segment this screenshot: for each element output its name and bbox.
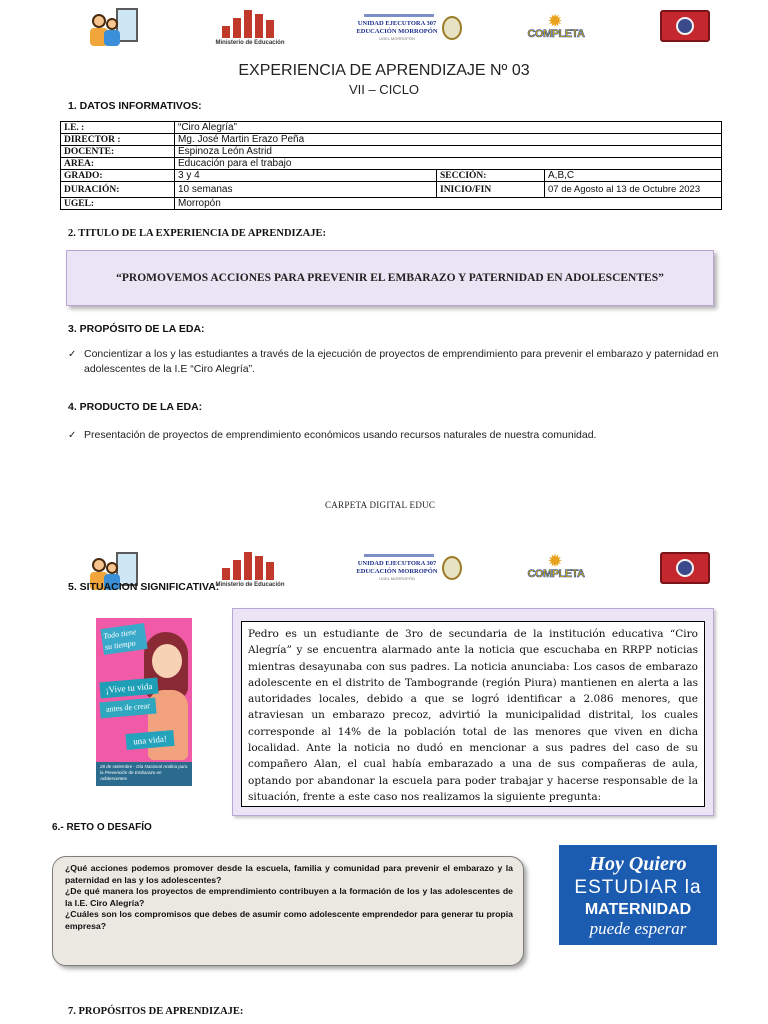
section-datos-informativos: 1. DATOS INFORMATIVOS: xyxy=(68,100,202,112)
situacion-box xyxy=(232,608,714,816)
reto-questions-box xyxy=(52,856,524,966)
check-icon: ✓ xyxy=(68,349,77,360)
section-producto: 4. PRODUCTO DE LA EDA: xyxy=(68,401,203,413)
jornada-completa-logo: ✹ COMPLETA xyxy=(527,11,585,40)
prevention-poster: Todo tiene su tiempo ¡Vive tu vida antes de crear una vida! 26 de setiembre - Día Nacional Andina para la Prevención de Embarazo en Adolescentes xyxy=(96,618,192,786)
jornada-completa-logo: ✹ COMPLETA xyxy=(527,551,585,580)
minedu-logo: Ministerio de Educación xyxy=(202,10,298,50)
students-logo xyxy=(86,8,152,48)
emblem-logo xyxy=(660,10,710,42)
situacion-text: Pedro es un estudiante de 3ro de secundaria de la institución educativa “Ciro Alegría” y se encuentra alarmado ante la noticia que escuchaba en RRPP noticias mientras desayunaba con sus padres. La noticia anunciaba: Los casos de embarazo adolescente en el distrito de Tambogrande (región Piura) mantienen en alerta a las autoridades locales, debido a que se logró identificar a 2.086 menores, que atraviesan un embarazo precoz, advirtió la municipalidad distrital, los cuales corresponde al 14% de la población total de las menores que viven en dicha localidad. Ante la noticia no dudó en mencionar a sus padres del caso de su compañero Alan, el cual había embarazado a una de sus compañeras de aula, optando por abandonar la escuela para poder trabajar y hacerse responsable de la situación, frente a este caso nos realizamos la siguiente pregunta: xyxy=(241,621,705,807)
reto-question: ¿Qué acciones podemos promover desde la escuela, familia y comunidad para prevenir el embarazo y la paternidad en las y los adolescentes? xyxy=(65,863,513,885)
table-row: UGEL: Morropón xyxy=(61,198,722,210)
experience-title-box xyxy=(66,250,714,306)
minedu-logo: Ministerio de Educación xyxy=(202,552,298,592)
hoy-quiero-estudiar-banner: Hoy Quiero ESTUDIAR la MATERNIDAD puede esperar xyxy=(559,845,717,945)
ugel-logo: UNIDAD EJECUTORA 307 EDUCACIÓN MORROPÓN UGEL MORROPÓN xyxy=(352,554,464,588)
section-propositos-aprendizaje: 7. PROPÓSITOS DE APRENDIZAJE: xyxy=(68,1006,244,1017)
experience-title: “PROMOVEMOS ACCIONES PARA PREVENIR EL EMBARAZO Y PATERNIDAD EN ADOLESCENTES” xyxy=(116,272,664,284)
section-reto: 6.- RETO O DESAFÍO xyxy=(52,822,152,833)
table-row: AREA: Educación para el trabajo xyxy=(61,158,722,170)
page-subtitle: VII – CICLO xyxy=(348,82,420,97)
section-situacion: 5. SITUACION SIGNIFICATIVA: xyxy=(68,581,220,593)
table-row: DIRECTOR : Mg. José Martin Erazo Peña xyxy=(61,134,722,146)
proposito-item: ✓ Concientizar a los y las estudiantes a través de la ejecución de proyectos de emprendimiento para prevenir el embarazo y paternidad en adolescentes de la I.E “Ciro Alegría”. xyxy=(68,348,719,375)
info-table xyxy=(60,121,722,210)
table-row: I.E. : “Ciro Alegría” xyxy=(61,122,722,134)
page-title: EXPERIENCIA DE APRENDIZAJE Nº 03 xyxy=(238,62,530,79)
carpeta-footer: CARPETA DIGITAL EDUC xyxy=(325,500,436,510)
section-titulo: 2. TITULO DE LA EXPERIENCIA DE APRENDIZAJE: xyxy=(68,228,326,239)
header-logos-top xyxy=(0,6,768,52)
check-icon: ✓ xyxy=(68,430,77,441)
ugel-logo: UNIDAD EJECUTORA 307 EDUCACIÓN MORROPÓN UGEL MORROPÓN xyxy=(352,14,464,48)
table-row: GRADO: 3 y 4 SECCIÓN: A,B,C xyxy=(61,170,722,182)
emblem-logo xyxy=(660,552,710,584)
reto-question: ¿Cuáles son los compromisos que debes de asumir como adolescente emprendedor para generar tu propia empresa? xyxy=(65,909,513,931)
producto-item: ✓ Presentación de proyectos de emprendimiento económicos usando recursos naturales de nuestra comunidad. xyxy=(68,429,597,441)
section-proposito: 3. PROPÓSITO DE LA EDA: xyxy=(68,323,205,335)
reto-question: ¿De qué manera los proyectos de emprendimiento contribuyen a la formación de los y las adolescentes de la I.E. Ciro Alegría? xyxy=(65,886,513,908)
table-row: DOCENTE: Espinoza León Astrid xyxy=(61,146,722,158)
table-row: DURACIÓN: 10 semanas INICIO/FIN 07 de Agosto al 13 de Octubre 2023 xyxy=(61,182,722,198)
